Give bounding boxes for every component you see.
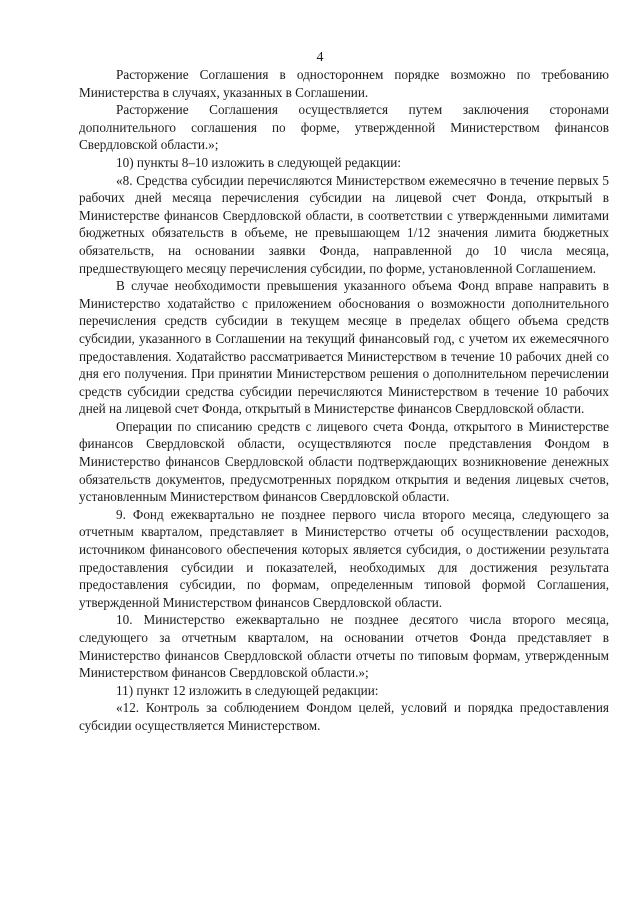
paragraph-clause-8: «8. Средства субсидии перечисляются Министерством ежемесячно в течение первых 5 рабочих дней месяца перечисления субсидии на лицевой счет Фонда, открытый в Министерстве финансов Свердловской области, в соответствии с утвержденными лимитами бюджетных обязательств в объеме, не превышающем 1/12 значения лимита бюджетных обязательств, на основании заявки Фонда, направленной до 10 числа месяца, предшествующего месяцу перечисления субсидии, по форме, установленной Соглашением. (79, 172, 609, 276)
paragraph-clause-8-excess: В случае необходимости превышения указанного объема Фонд вправе направить в Министерство ходатайство с приложением обоснования о возможности дополнительного перечисления средств субсидии в текущем месяце в пределах общего объема средств субсидии, указанного в Соглашении на текущий финансовый год, с учетом их ежемесячного предоставления. Ходатайство рассматривается Министерством в течение 10 рабочих дней со дня его получения. При принятии Министерством решения о дополнительном перечислении средств субсидии средства субсидии перечисляются Министерством в течение 10 рабочих дней на лицевой счет Фонда, открытый в Министерстве финансов Свердловской области. (79, 278, 609, 417)
paragraph-termination-agreement: Расторжение Соглашения осуществляется путем заключения сторонами дополнительного соглашения по форме, утвержденной Министерством финансов Свердловской области.»; (79, 102, 609, 153)
page-number: 4 (316, 50, 324, 65)
document-body (79, 66, 609, 735)
paragraph-clause-9: 9. Фонд ежеквартально не позднее первого числа второго месяца, следующего за отчетным кварталом, представляет в Министерство отчеты об осуществлении расходов, источником финансового обеспечения которых является субсидия, о достижении результата предоставления субсидии и показателей, необходимых для достижения результата предоставления субсидии, по формам, определенным типовой формой Соглашения, утвержденной Министерством финансов Свердловской области. (79, 506, 609, 610)
paragraph-amendment-11: 11) пункт 12 изложить в следующей редакции: (116, 682, 379, 698)
paragraph-clause-8-operations: Операции по списанию средств с лицевого счета Фонда, открытого в Министерстве финансов Свердловской области, осуществляются после представления Фондом в Министерство финансов Свердловской области подтверждающих возникновение денежных обязательств документов, предусмотренных порядком открытия и ведения лицевых счетов, установленным Министерством финансов Свердловской области. (79, 418, 609, 505)
paragraph-termination-unilateral: Расторжение Соглашения в одностороннем порядке возможно по требованию Министерства в случаях, указанных в Соглашении. (79, 67, 609, 100)
paragraph-clause-10: 10. Министерство ежеквартально не позднее десятого числа второго месяца, следующего за отчетным кварталом, на основании отчетов Фонда представляет в Министерство финансов Свердловской области отчеты по типовым формам, утвержденным Министерством финансов Свердловской области.»; (79, 612, 609, 681)
paragraph-clause-12: «12. Контроль за соблюдением Фондом целей, условий и порядка предоставления субсидии осуществляется Министерством. (79, 700, 609, 733)
paragraph-amendment-10: 10) пункты 8–10 изложить в следующей редакции: (116, 154, 401, 170)
